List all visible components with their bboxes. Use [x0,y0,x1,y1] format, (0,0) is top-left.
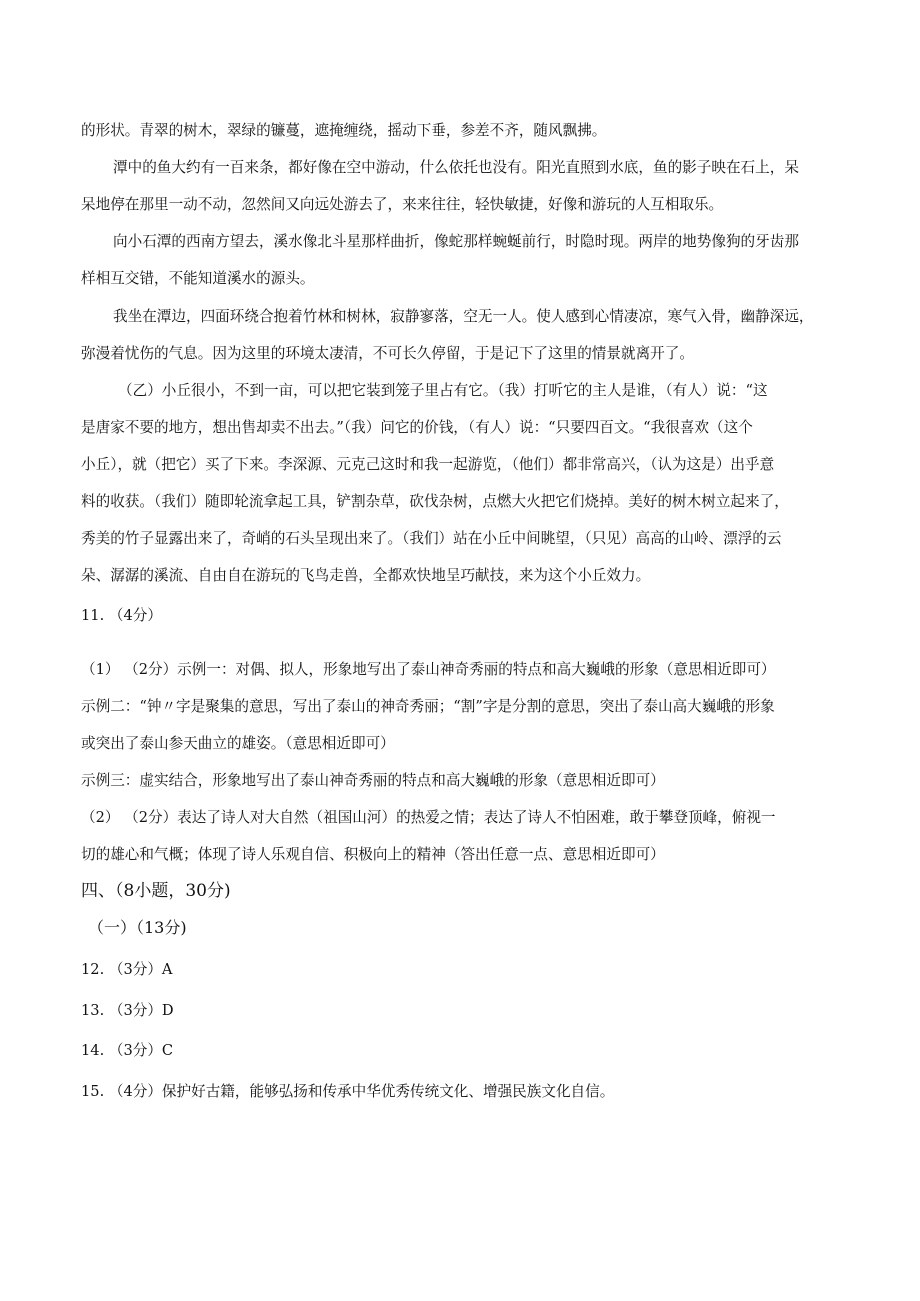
passage-line: （乙）小丘很小，不到一亩，可以把它装到笼子里占有它。（我）打听它的主人是谁，（有人）说：“这 [118,382,768,399]
answer-line: 切的雄心和气概；体现了诗人乐观自信、积极向上的精神（答出任意一点、意思相近即可） [81,846,665,863]
passage-line: 小丘），就（把它）买了下来。李深源、元克己这时和我一起游览，（他们）都非常高兴，（认为这是）出乎意 [81,456,775,473]
passage-line: 的形状。青翠的树木，翠绿的镰蔓，遮掩缠绕，摇动下垂，参差不齐，随风飘拂。 [81,122,607,139]
passage-line: 是唐家不要的地方，想出售却卖不出去。”（我）问它的价钱，（有人）说：“只要四百文。“我很喜欢（这个 [81,419,753,436]
passage-line: 向小石潭的西南方望去，溪水像北斗星那样曲折，像蛇那样蜿蜒前行，时隐时现。两岸的地势像狗的牙齿那 [113,233,799,250]
passage-line: 弥漫着忧伤的气息。因为这里的环境太凄清，不可长久停留，于是记下了这里的情景就离开了。 [81,345,694,362]
answer-item: 13. （3分）D [81,1002,174,1019]
passage-line: 我坐在潭边，四面环绕合抱着竹林和树林，寂静寥落，空无一人。使人感到心情凄凉，寒气入骨，幽静深远， [113,308,814,325]
answer-line: （1） （2分）示例一：对偶、拟人，形象地写出了泰山神奇秀丽的特点和高大巍峨的形象（意思相近即可） [81,661,776,678]
passage-line: 样相互交错，不能知道溪水的源头。 [81,270,315,287]
answer-line: 示例二：“钟〃字是聚集的意思，写出了泰山的神奇秀丽；“割”字是分割的意思，突出了泰山高大巍峨的形象 [81,698,775,715]
section-heading: 四、（8小题，30分) [81,881,231,901]
answer-line: （2） （2分）表达了诗人对大自然（祖国山河）的热爱之情；表达了诗人不怕困难，敢于攀登顶峰，俯视一 [81,809,776,826]
answer-item: 12. （3分）A [81,961,173,978]
sub-section-heading: （一）（13分) [88,918,187,937]
question-11-label: 11. （4分） [81,607,162,624]
answer-item: 15. （4分）保护好古籍，能够弘扬和传承中华优秀传统文化、增强民族文化自信。 [81,1083,615,1100]
answer-line: 示例三：虚实结合，形象地写出了泰山神奇秀丽的特点和高大巍峨的形象（意思相近即可） [81,772,665,789]
answer-item: 14. （3分）C [81,1042,174,1059]
passage-line: 料的收获。（我们）随即轮流拿起工具，铲割杂草，砍伐杂树，点燃大火把它们烧掉。美好的树木树立起来了， [81,493,789,510]
passage-line: 朵、潺潺的溪流、自由自在游玩的飞鸟走兽，全都欢快地呈巧献技，来为这个小丘效力。 [81,567,651,584]
passage-line: 秀美的竹子显露出来了，奇峭的石头呈现出来了。（我们）站在小丘中间眺望，（只见）高高的山岭、漂浮的云 [81,530,782,547]
passage-line: 呆地停在那里一动不动，忽然间又向远处游去了，来来往往，轻快敏捷，好像和游玩的人互相取乐。 [81,196,724,213]
answer-line: 或突出了泰山参天曲立的雄姿。（意思相近即可） [81,735,395,752]
passage-line: 潭中的鱼大约有一百来条，都好像在空中游动，什么依托也没有。阳光直照到水底，鱼的影子映在石上，呆 [113,159,799,176]
